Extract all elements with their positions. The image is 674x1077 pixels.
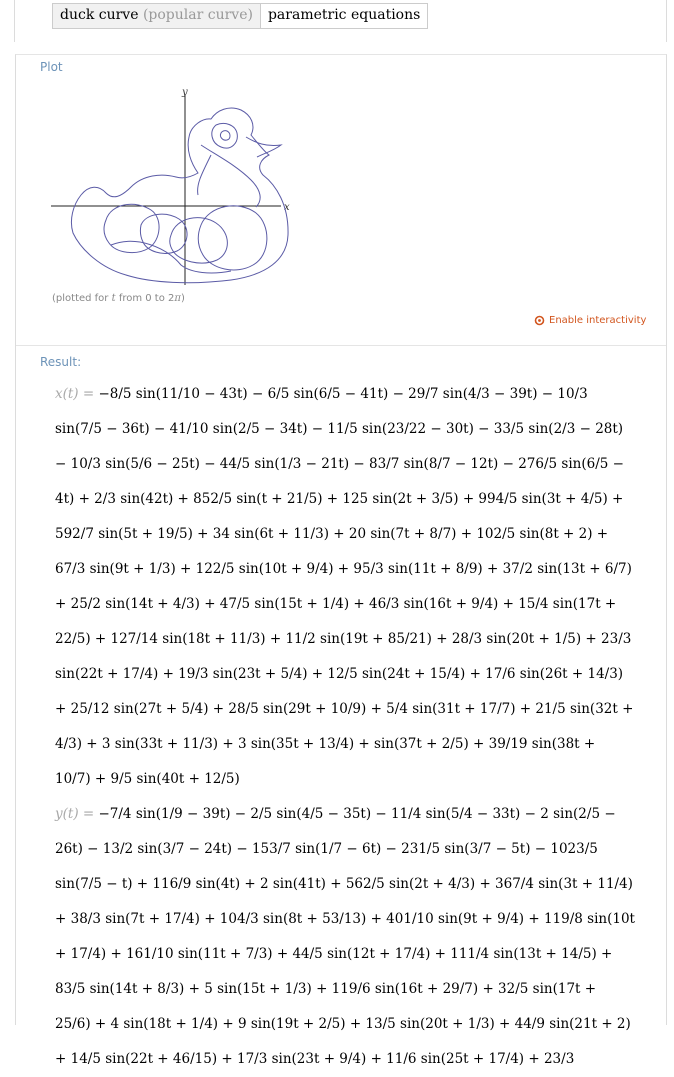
caption-post: from 0 to 2	[115, 293, 175, 304]
duck-plot	[51, 85, 311, 290]
enable-interactivity-link[interactable]	[534, 315, 646, 326]
tab-parametric-label: parametric equations	[267, 7, 421, 23]
x-equation-lhs: x(t) =	[55, 386, 99, 402]
x-equation	[55, 377, 635, 797]
tab-parametric-equations[interactable]	[260, 4, 427, 28]
plot-pod-title: Plot	[40, 60, 63, 74]
caption-end: )	[180, 293, 185, 304]
plot-pod	[15, 54, 667, 346]
tab-bar	[52, 3, 428, 29]
y-axis-label: y	[182, 87, 188, 98]
x-equation-expr: −8/5 sin(11/10 − 43t) − 6/5 sin(6/5 − 41t) − 29/7 sin(4/3 − 39t) − 10/3 sin(7/5 − 36t) − 41/10 sin(2/5 − 34t) − 11/5 sin(23/22 − 30t) − 33/5 sin(2/3 − 28t) − 10/3 sin(5/6 − 25t) − 44/5 sin(1/3 − 21t) − 83/7 sin(8/7 − 12t) − 276/5 sin(6/5 − 4t) + 2/3 sin(42t) + 852/5 sin(t + 21/5) + 125 sin(2t + 3/5) + 994/5 sin(3t + 4/5) + 592/7 sin(5t + 19/5) + 34 sin(6t + 11/3) + 20 sin(7t + 8/7) + 102/5 sin(8t + 2) + 67/3 sin(9t + 1/3) + 122/5 sin(10t + 9/4) + 95/3 sin(11t + 8/9) + 37/2 sin(13t + 6/7) + 25/2 sin(14t + 4/3) + 47/5 sin(15t + 1/4) + 46/3 sin(16t + 9/4) + 15/4 sin(17t + 22/5) + 127/14 sin(18t + 11/3) + 11/2 sin(19t + 85/21) + 28/3 sin(20t + 1/5) + 23/3 sin(22t + 17/4) + 19/3 sin(23t + 5/4) + 12/5 sin(24t + 15/4) + 17/6 sin(26t + 14/3) + 25/12 sin(27t + 5/4) + 28/5 sin(29t + 10/9) + 5/4 sin(31t + 17/7) + 21/5 sin(32t + 4/3) + 3 sin(33t + 11/3) + 3 sin(35t + 13/4) + sin(37t + 2/5) + 39/19 sin(38t + 10/7) + 9/5 sin(40t + 12/5)	[55, 386, 634, 787]
enable-interactivity-label: Enable interactivity	[549, 315, 647, 326]
y-equation-lhs: y(t) =	[55, 806, 99, 822]
caption-pre: (plotted for	[52, 293, 112, 304]
tab-duck-curve[interactable]	[53, 4, 260, 28]
caption-var: t	[111, 293, 116, 304]
y-equation-expr: −7/4 sin(1/9 − 39t) − 2/5 sin(4/5 − 35t) − 11/4 sin(5/4 − 33t) − 2 sin(2/5 − 26t) − 13/2 sin(3/7 − 24t) − 153/7 sin(1/7 − 6t) − 231/5 sin(3/7 − 5t) − 1023/5 sin(7/5 − t) + 116/9 sin(4t) + 2 sin(41t) + 562/5 sin(2t + 4/3) + 367/4 sin(3t + 11/4) + 38/3 sin(7t + 17/4) + 104/3 sin(8t + 53/13) + 401/10 sin(9t + 9/4) + 119/8 sin(10t + 17/4) + 161/10 sin(11t + 7/3) + 44/5 sin(12t + 17/4) + 111/4 sin(13t + 14/5) + 83/5 sin(14t + 8/3) + 5 sin(15t + 1/3) + 119/6 sin(16t + 29/7) + 32/5 sin(17t + 25/6) + 4 sin(18t + 1/4) + 9 sin(19t + 2/5) + 13/5 sin(20t + 1/3) + 44/9 sin(21t + 2) + 14/5 sin(22t + 46/15) + 17/3 sin(23t + 9/4) + 11/6 sin(25t + 17/4) + 23/3	[55, 806, 635, 1067]
plot-caption	[52, 293, 185, 304]
result-equations	[55, 377, 635, 1077]
result-pod-title: Result:	[40, 355, 82, 369]
tab-duck-curve-sub: (popular curve)	[142, 7, 253, 23]
duck-curve-path	[71, 108, 288, 283]
interactivity-icon	[534, 315, 545, 326]
tab-duck-curve-label: duck curve	[60, 7, 139, 23]
x-axis-label: x	[284, 202, 290, 213]
result-pod	[15, 345, 667, 1067]
caption-pi: π	[174, 293, 181, 304]
y-equation	[55, 797, 635, 1077]
